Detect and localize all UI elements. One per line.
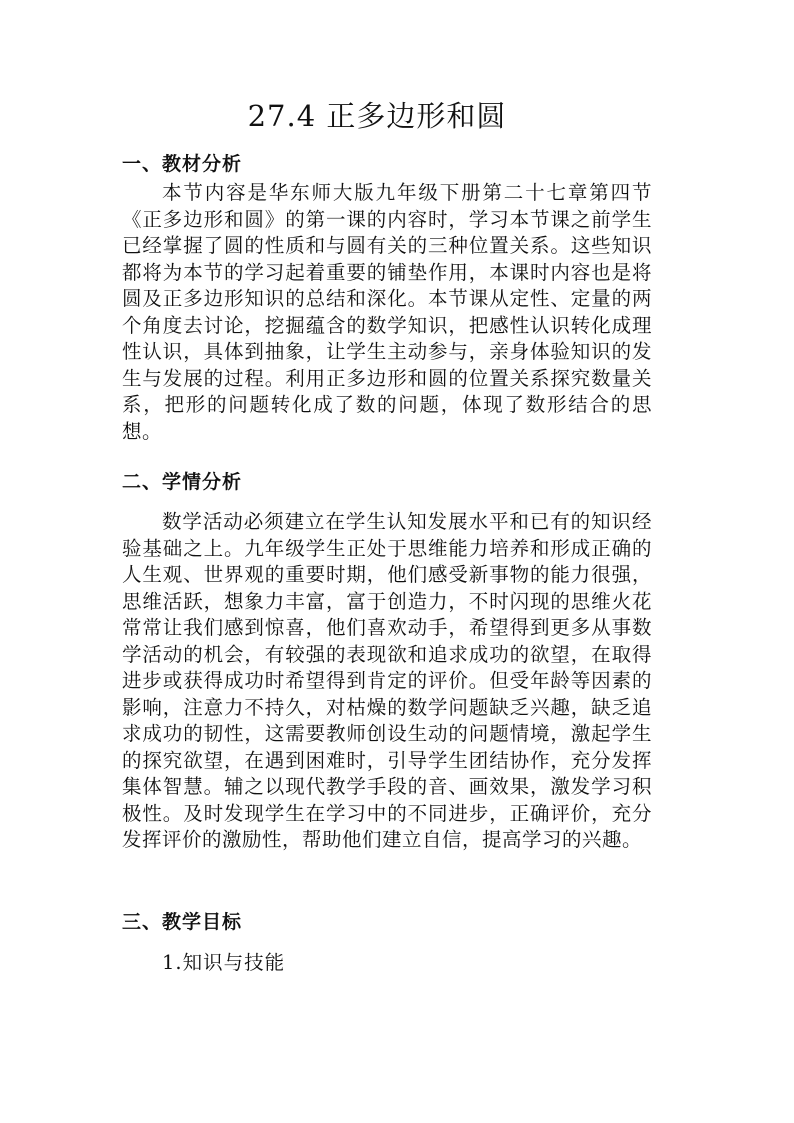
- section-heading-teaching-goals: 三、教学目标: [122, 911, 243, 933]
- document-title: 27.4 正多边形和圆: [247, 99, 507, 133]
- section-paragraph-textbook-analysis: 本节内容是华东师大版九年级下册第二十七章第四节《正多边形和圆》的第一课的内容时，学习本节课之前学生已经掌握了圆的性质和与圆有关的三种位置关系。这些知识都将为本节的学习起着重要的铺垫作用，本课时内容也是将圆及正多边形知识的总结和深化。本节课从定性、定量的两个角度去讨论，挖掘蕴含的数学知识，把感性认识转化成理性认识，具体到抽象，让学生主动参与，亲身体验知识的发生与发展的过程。利用正多边形和圆的位置关系探究数量关系，把形的问题转化成了数的问题，体现了数形结合的思想。: [122, 181, 652, 443]
- section-heading-textbook-analysis: 一、教材分析: [122, 153, 243, 175]
- section-paragraph-student-analysis: 数学活动必须建立在学生认知发展水平和已有的知识经验基础之上。九年级学生正处于思维能力培养和形成正确的人生观、世界观的重要时期，他们感受新事物的能力很强，思维活跃，想象力丰富，富于创造力，不时闪现的思维火花常常让我们感到惊喜，他们喜欢动手，希望得到更多从事数学活动的机会，有较强的表现欲和追求成功的欲望，在取得进步或获得成功时希望得到肯定的评价。但受年龄等因素的影响，注意力不持久，对枯燥的数学问题缺乏兴趣，缺乏追求成功的韧性，这需要教师创设生动的问题情境，激起学生的探究欲望，在遇到困难时，引导学生团结协作，充分发挥集体智慧。辅之以现代教学手段的音、画效果，激发学习积极性。及时发现学生在学习中的不同进步，正确评价，充分发挥评价的激励性，帮助他们建立自信，提高学习的兴趣。: [122, 510, 652, 851]
- subheading-knowledge-skills: 1.知识与技能: [162, 951, 286, 974]
- section-heading-student-analysis: 二、学情分析: [122, 471, 243, 493]
